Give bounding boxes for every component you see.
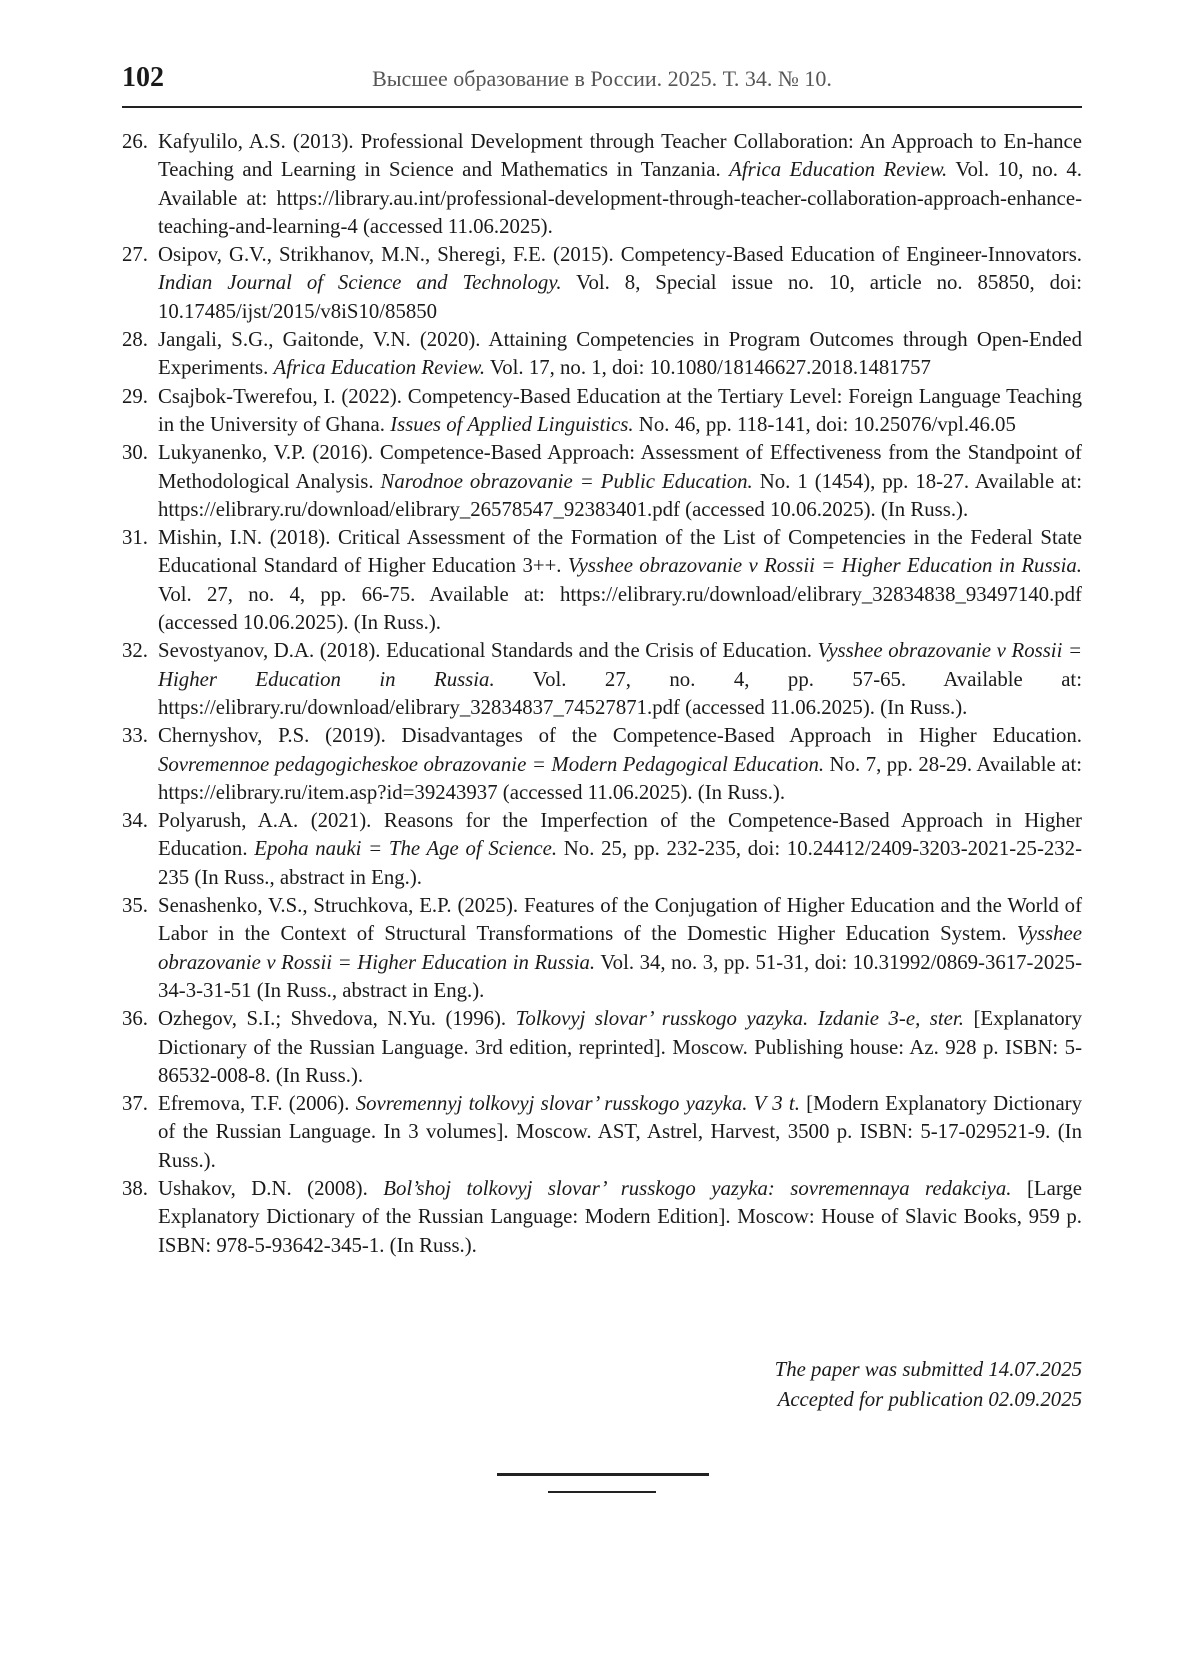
reference-item	[122, 892, 1082, 1005]
reference-number: 36.	[122, 1007, 148, 1031]
reference-number: 32.	[122, 639, 148, 663]
reference-source: Indian Journal of Science and Technology.	[158, 271, 562, 295]
reference-text: Csajbok-Twerefou, I. (2022). Competency-Based Education at the Tertiary Level: Foreign Language Teaching in the University of Ghana.	[158, 384, 1082, 436]
reference-source: Africa Education Review.	[273, 356, 486, 380]
reference-text: Ushakov, D.N. (2008).	[158, 1176, 384, 1200]
reference-item	[122, 722, 1082, 807]
reference-item	[122, 807, 1082, 892]
reference-source: Vysshee obrazovanie v Rossii = Higher Education in Russia.	[158, 922, 1082, 974]
reference-text: Efremova, T.F. (2006).	[158, 1092, 356, 1116]
reference-number: 37.	[122, 1092, 148, 1116]
reference-details: No. 25, pp. 232-235, doi: 10.24412/2409-3203-2021-25-232-235 (In Russ., abstract in Eng.).	[158, 837, 1082, 889]
reference-number: 33.	[122, 724, 148, 748]
reference-details: Vol. 17, no. 1, doi: 10.1080/18146627.2018.1481757	[485, 356, 931, 380]
reference-item	[122, 383, 1082, 440]
reference-details: [Modern Explanatory Dictionary of the Russian Language. In 3 volumes]. Moscow. AST, Astrel, Harvest, 3500 p. ISBN: 5-17-029521-9. (In Russ.).	[158, 1092, 1083, 1172]
reference-source: Epoha nauki = The Age of Science.	[254, 837, 558, 861]
end-rule-long	[497, 1473, 709, 1476]
reference-source: Narodnoe obrazovanie = Public Education.	[380, 469, 753, 493]
reference-details: Vol. 34, no. 3, pp. 51-31, doi: 10.31992/0869-3617-2025-34-3-31-51 (In Russ., abstract in Eng.).	[158, 950, 1082, 1002]
reference-number: 31.	[122, 526, 148, 550]
reference-details: No. 1 (1454), pp. 18-27. Available at: https://elibrary.ru/download/elibrary_26578547_92383401.pdf (accessed 10.06.2025). (In Russ.).	[158, 469, 1082, 521]
reference-source: Tolkovyj slovar’ russkogo yazyka. Izdanie 3-e, ster.	[515, 1007, 964, 1031]
reference-details: No. 46, pp. 118-141, doi: 10.25076/vpl.46.05	[633, 412, 1016, 436]
reference-source: Bol’shoj tolkovyj slovar’ russkogo yazyka: sovremennaya redakciya.	[383, 1176, 1012, 1200]
reference-item	[122, 637, 1082, 722]
reference-item	[122, 1090, 1082, 1175]
reference-item	[122, 524, 1082, 637]
reference-number: 29.	[122, 384, 148, 408]
reference-text: Sevostyanov, D.A. (2018). Educational Standards and the Crisis of Education.	[158, 639, 818, 663]
reference-details: No. 7, pp. 28-29. Available at: https://elibrary.ru/item.asp?id=39243937 (accessed 11.06.2025). (In Russ.).	[158, 752, 1082, 804]
submission-dates	[775, 1355, 1082, 1415]
page-header	[122, 58, 1082, 108]
submitted-date: The paper was submitted 14.07.2025	[774, 1358, 1082, 1381]
reference-source: Sovremennyj tolkovyj slovar’ russkogo yazyka. V 3 t.	[355, 1092, 800, 1116]
reference-source: Issues of Applied Linguistics.	[390, 412, 634, 436]
reference-source: Sovremennoe pedagogicheskoe obrazovanie = Modern Pedagogical Education.	[158, 752, 825, 776]
reference-details: Vol. 8, Special issue no. 10, article no. 85850, doi: 10.17485/ijst/2015/v8iS10/85850	[158, 271, 1083, 323]
reference-number: 30.	[122, 441, 148, 465]
reference-text: Senashenko, V.S., Struchkova, E.P. (2025). Features of the Conjugation of Higher Education and the World of Labor in the Context of Structural Transformations of the Domestic Higher Education System.	[158, 894, 1082, 946]
reference-details: [Explanatory Dictionary of the Russian Language. 3rd edition, reprinted]. Moscow. Publishing house: Az. 928 p. ISBN: 5-86532-008-8. (In Russ.).	[158, 1007, 1083, 1087]
accepted-date: Accepted for publication 02.09.2025	[777, 1388, 1082, 1411]
reference-text: Osipov, G.V., Strikhanov, M.N., Sheregi, F.E. (2015). Competency-Based Education of Engineer-Innovators.	[158, 243, 1082, 267]
reference-source: Africa Education Review.	[729, 158, 948, 182]
reference-number: 35.	[122, 894, 148, 918]
running-title: Высшее образование в России. 2025. Т. 34. № 10.	[372, 66, 832, 91]
reference-list	[122, 128, 1082, 1260]
reference-text: Ozhegov, S.I.; Shvedova, N.Yu. (1996).	[158, 1007, 516, 1031]
reference-text: Chernyshov, P.S. (2019). Disadvantages of the Competence-Based Approach in Higher Education.	[158, 724, 1082, 748]
reference-source: Vysshee obrazovanie v Rossii = Higher Education in Russia.	[567, 554, 1083, 578]
reference-item	[122, 1005, 1082, 1090]
reference-source: Vysshee obrazovanie v Rossii = Higher Education in Russia.	[158, 639, 1082, 691]
reference-number: 27.	[122, 243, 148, 267]
reference-item	[122, 241, 1082, 326]
reference-details: Vol. 10, no. 4. Available at: https://library.au.int/professional-development-through-teacher-collaboration-approach-enhance-teaching-and-learning-4 (accessed 11.06.2025).	[158, 158, 1082, 238]
reference-number: 28.	[122, 328, 148, 352]
reference-details: Vol. 27, no. 4, pp. 57-65. Available at: https://elibrary.ru/download/elibrary_32834837_74527871.pdf (accessed 11.06.2025). (In Russ.).	[158, 667, 1082, 719]
end-rule-short	[548, 1491, 656, 1493]
reference-item	[122, 128, 1082, 241]
reference-number: 26.	[122, 130, 148, 153]
reference-text: Kafyulilo, A.S. (2013). Professional Development through Teacher Collaboration: An Approach to En-hance Teaching and Learning in Science and Mathematics in Tanzania.	[158, 130, 1082, 182]
reference-text: Jangali, S.G., Gaitonde, V.N. (2020). Attaining Competencies in Program Outcomes through Open-Ended Experiments.	[158, 328, 1082, 380]
reference-text: Mishin, I.N. (2018). Critical Assessment of the Formation of the List of Competencies in the Federal State Educational Standard of Higher Education 3++.	[158, 526, 1082, 578]
reference-item	[122, 1175, 1082, 1260]
reference-number: 34.	[122, 809, 148, 833]
reference-number: 38.	[122, 1176, 148, 1200]
reference-details: [Large Explanatory Dictionary of the Russian Language: Modern Edition]. Moscow: House of Slavic Books, 959 p. ISBN: 978-5-93642-345-1. (In Russ.).	[158, 1176, 1082, 1257]
reference-details: Vol. 27, no. 4, pp. 66-75. Available at: https://elibrary.ru/download/elibrary_32834838_93497140.pdf (accessed 10.06.2025). (In Russ.).	[158, 582, 1082, 635]
reference-text: Lukyanenko, V.P. (2016). Competence-Based Approach: Assessment of Effectiveness from the Standpoint of Methodological Analysis.	[158, 441, 1082, 493]
reference-item	[122, 326, 1082, 383]
reference-text: Polyarush, A.A. (2021). Reasons for the Imperfection of the Competence-Based Approach in Higher Education.	[158, 809, 1082, 861]
page-number: 102	[122, 62, 164, 93]
reference-item	[122, 439, 1082, 524]
